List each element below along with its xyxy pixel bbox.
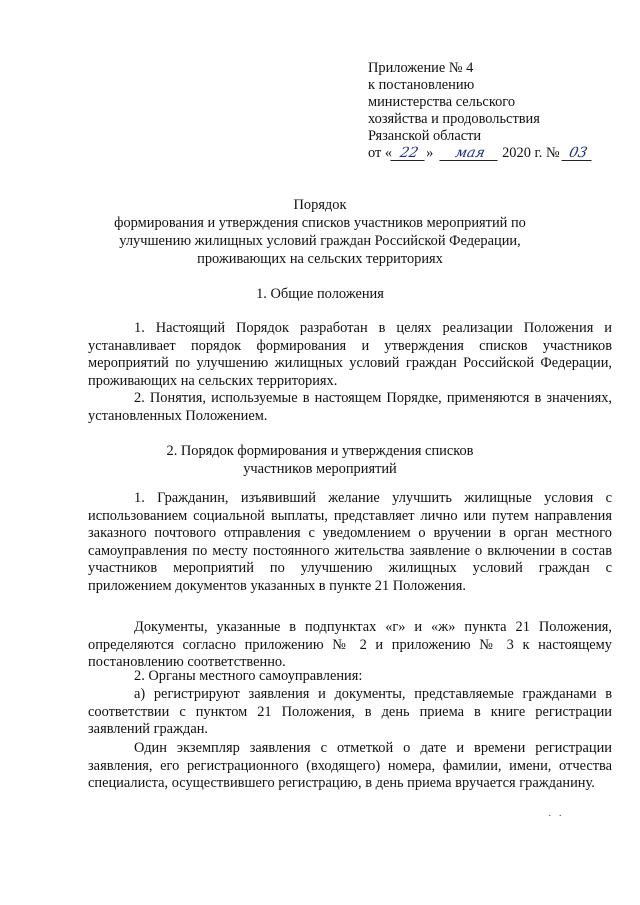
section-2-paragraph-2: Документы, указанные в подпунктах «г» и «ж» пункта 21 Положения, определяются согласно приложению № 2 и приложению № 3 к настоящему постановлению соответственно. (88, 619, 612, 671)
appendix-line-4: хозяйства и продовольствия (368, 111, 540, 127)
section-2-paragraph-4: а) регистрируют заявления и документы, представляемые гражданами в соответствии с пунктом 21 Положения, в день приема в книге регистрации заявлений граждан. (88, 686, 612, 738)
section-1-heading: 1. Общие положения (256, 286, 384, 302)
scan-specks: · · (548, 810, 565, 822)
appendix-line-5: Рязанской области (368, 128, 482, 144)
section-1-paragraph-2: 2. Понятия, используемые в настоящем Порядке, применяются в значениях, установленных Положением. (88, 390, 612, 424)
date-prefix: от « (368, 145, 393, 161)
appendix-line-2: к постановлению (368, 77, 475, 93)
section-2-paragraph-3: 2. Органы местного самоуправления: (134, 668, 363, 684)
title-line-2: формирования и утверждения списков участников мероприятий по (114, 215, 526, 231)
date-mid: » (426, 145, 434, 161)
document-title (110, 196, 530, 268)
section-2-heading-line-1: 2. Порядок формирования и утверждения списков (166, 443, 474, 459)
section-2-paragraph-1: 1. Гражданин, изъявивший желание улучшить жилищные условия с использованием социальной выплаты, представляет лично или путем направления заказного почтового отправления с уведомлением о вручении в орган местного самоуправления по месту постоянного жительства заявление о включении в состав участников мероприятий по улучшению жилищных условий граждан с приложением документов указанных в пункте 21 Положения. (88, 490, 612, 594)
appendix-block (368, 60, 628, 162)
date-month-handwritten: мая (439, 146, 500, 161)
document-number-handwritten: 03 (562, 146, 595, 161)
title-line-4: проживающих на сельских территориях (197, 251, 443, 267)
section-2-heading-line-2: участников мероприятий (243, 461, 397, 477)
title-line-1: Порядок (293, 197, 347, 213)
appendix-date-line (368, 145, 628, 162)
section-2-paragraph-5: Один экземпляр заявления с отметкой о дате и времени регистрации заявления, его регистрационного (входящего) номера, фамилии, имени, отчества специалиста, осуществившего регистрацию, в день приема вручается гражданину. (88, 740, 612, 792)
section-2-heading (90, 442, 550, 478)
date-year: 2020 г. № (502, 145, 560, 161)
date-day-handwritten: 22 (390, 146, 427, 161)
appendix-line-1: Приложение № 4 (368, 60, 474, 76)
title-line-3: улучшению жилищных условий граждан Российской Федерации, (119, 233, 521, 249)
section-1-paragraph-1: 1. Настоящий Порядок разработан в целях реализации Положения и устанавливает порядок формирования и утверждения списков участников мероприятий по улучшению жилищных условий граждан Российской Федерации, проживающих на сельских территориях. (88, 320, 612, 389)
appendix-line-3: министерства сельского (368, 94, 516, 110)
